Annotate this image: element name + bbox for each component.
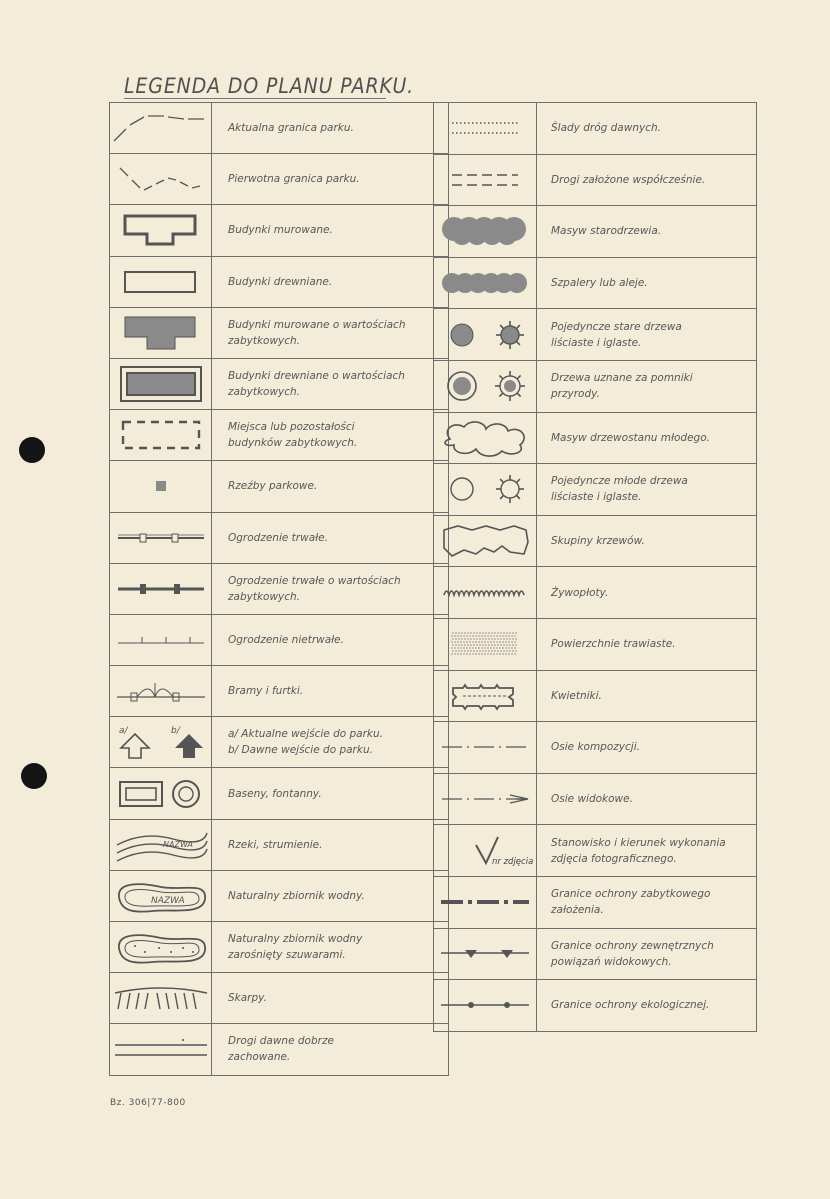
legend-label-line: liściaste i iglaste. — [551, 491, 642, 504]
legend-symbol-heritage-protection — [434, 876, 537, 928]
legend-label — [212, 307, 449, 358]
legend-label-line: Skarpy. — [228, 992, 267, 1005]
legend-row-overgrown-pond — [110, 922, 449, 973]
legend-label — [537, 103, 757, 155]
page-title: LEGENDA DO PLANU PARKU. — [124, 74, 415, 98]
legend-label — [212, 614, 449, 665]
punch-hole — [19, 437, 45, 463]
legend-row-composition-axes — [434, 722, 757, 774]
legend-label — [537, 567, 757, 619]
legend-label-line: Rzeźby parkowe. — [228, 480, 318, 493]
legend-label-line: Baseny, fontanny. — [228, 787, 322, 800]
legend-row-old-road-traces — [434, 103, 757, 155]
legend-label — [537, 980, 757, 1032]
legend-label-line: Pierwotna granica parku. — [228, 173, 360, 186]
legend-label-line: zabytkowych. — [228, 386, 301, 399]
legend-label-line: Bramy i furtki. — [228, 685, 304, 698]
legend-symbol-hedges — [434, 567, 537, 619]
legend-label-line: przyrody. — [551, 388, 600, 401]
legend-label-line: Granice ochrony zewnętrznych — [551, 939, 714, 952]
legend-row-rivers — [110, 819, 449, 870]
legend-label — [212, 768, 449, 819]
legend-symbol-current-boundary — [110, 103, 212, 154]
legend-label-line: Pojedyncze stare drzewa — [551, 320, 682, 333]
legend-label-line: Budynki drewniane o wartościach — [228, 370, 405, 383]
legend-label-line: Drogi założone współcześnie. — [551, 173, 706, 186]
legend-label-line: Skupiny krzewów. — [551, 535, 645, 548]
legend-label-line: założenia. — [551, 904, 604, 917]
legend-label-line: Powierzchnie trawiaste. — [551, 638, 676, 651]
legend-label-line: Masyw drzewostanu młodego. — [551, 431, 710, 444]
legend-symbol-flower-beds — [434, 670, 537, 722]
legend-label — [537, 412, 757, 464]
legend-label — [537, 464, 757, 516]
legend-label-line: Ślady dróg dawnych. — [551, 122, 661, 135]
legend-symbol-overgrown-pond — [110, 922, 212, 973]
legend-row-hedges — [434, 567, 757, 619]
legend-label-line: zarośnięty szuwarami. — [228, 949, 346, 962]
legend-row-entrances — [110, 717, 449, 768]
legend-label-line: Szpalery lub aleje. — [551, 277, 648, 290]
legend-label-line: Stanowisko i kierunek wykonania — [551, 836, 726, 849]
legend-label-line: Masyw starodrzewia. — [551, 225, 662, 238]
legend-label — [212, 512, 449, 563]
legend-symbol-photo-position — [434, 825, 537, 877]
legend-symbol-brick-building — [110, 205, 212, 256]
legend-label-line: Pojedyncze młode drzewa — [551, 475, 688, 488]
legend-label — [537, 928, 757, 980]
legend-symbol-view-protection — [434, 928, 537, 980]
legend-label — [537, 257, 757, 309]
legend-label-line: Budynki murowane. — [228, 224, 333, 237]
legend-symbol-escarpments — [110, 973, 212, 1024]
legend-row-photo-position — [434, 825, 757, 877]
legend-row-brick-building — [110, 205, 449, 256]
entrance-letter-a: a/ — [118, 726, 128, 737]
legend-symbol-shrub-groups — [434, 515, 537, 567]
legend-symbol-historic-fence — [110, 563, 212, 614]
legend-symbol-old-roads — [110, 1024, 212, 1075]
legend-symbol-gates — [110, 666, 212, 717]
legend-row-temporary-fence — [110, 614, 449, 665]
legend-symbol-entrances — [110, 717, 212, 768]
legend-label-line: Naturalny zbiornik wodny — [228, 933, 363, 946]
legend-row-original-boundary — [110, 154, 449, 205]
legend-row-modern-roads — [434, 154, 757, 206]
legend-row-old-single-trees — [434, 309, 757, 361]
legend-symbol-permanent-fence — [110, 512, 212, 563]
legend-symbol-sculpture — [110, 461, 212, 512]
legend-label-line: zabytkowych. — [228, 590, 301, 603]
legend-label — [537, 722, 757, 774]
legend-row-grass-areas — [434, 618, 757, 670]
legend-label — [212, 870, 449, 921]
legend-row-pools — [110, 768, 449, 819]
legend-symbol-tree-rows — [434, 257, 537, 309]
legend-label-line: Naturalny zbiornik wodny. — [228, 889, 365, 902]
legend-symbol-ecological-protection — [434, 980, 537, 1032]
legend-label-line: Miejsca lub pozostałości — [228, 421, 355, 434]
legend-row-historic-wooden-building — [110, 358, 449, 409]
legend-label — [537, 618, 757, 670]
legend-row-ecological-protection — [434, 980, 757, 1032]
legend-row-historic-brick-building — [110, 307, 449, 358]
legend-row-escarpments — [110, 973, 449, 1024]
legend-label — [537, 825, 757, 877]
legend-label — [212, 973, 449, 1024]
legend-row-tree-rows — [434, 257, 757, 309]
legend-label-line: Budynki drewniane. — [228, 275, 333, 288]
legend-symbol-grass-areas — [434, 618, 537, 670]
legend-label-line: budynków zabytkowych. — [228, 437, 358, 450]
legend-label-line: a/ Aktualne wejście do parku. — [228, 728, 383, 741]
legend-row-heritage-protection — [434, 876, 757, 928]
legend-label-line: Ogrodzenie nietrwałe. — [228, 633, 344, 646]
legend-row-natural-monuments — [434, 360, 757, 412]
legend-row-view-axes — [434, 773, 757, 825]
legend-label — [212, 563, 449, 614]
photo-number-label: nr zdjęcia — [492, 856, 534, 867]
legend-label — [212, 410, 449, 461]
footer-code: Bz. 306|77-800 — [110, 1098, 186, 1108]
legend-symbol-young-stand-mass — [434, 412, 537, 464]
legend-row-shrub-groups — [434, 515, 757, 567]
title-underline — [124, 98, 386, 99]
legend-symbol-old-tree-mass — [434, 206, 537, 258]
legend-label-line: zabytkowych. — [228, 334, 301, 347]
legend-symbol-temporary-fence — [110, 614, 212, 665]
river-name-sign: NAZWA — [162, 839, 193, 849]
legend-symbol-composition-axes — [434, 722, 537, 774]
legend-label — [212, 1024, 449, 1075]
legend-label — [212, 154, 449, 205]
legend-row-current-boundary — [110, 103, 449, 154]
legend-label — [212, 358, 449, 409]
legend-label-line: Aktualna granica parku. — [228, 122, 354, 135]
legend-label — [537, 360, 757, 412]
legend-row-old-tree-mass — [434, 206, 757, 258]
legend-label-line: Granice ochrony zabytkowego — [551, 888, 711, 901]
legend-label-line: Ogrodzenie trwałe o wartościach — [228, 574, 401, 587]
legend-symbol-young-single-trees — [434, 464, 537, 516]
legend-label-line: Kwietniki. — [551, 689, 602, 702]
legend-row-building-remains — [110, 410, 449, 461]
legend-label — [537, 206, 757, 258]
legend-label — [537, 876, 757, 928]
legend-symbol-rivers — [110, 819, 212, 870]
legend-row-view-protection — [434, 928, 757, 980]
legend-label-line: zachowane. — [228, 1051, 291, 1064]
legend-label — [212, 922, 449, 973]
legend-row-young-single-trees — [434, 464, 757, 516]
legend-table-left — [109, 102, 449, 1076]
legend-label-line: zdjęcia fotograficznego. — [551, 852, 677, 865]
legend-row-permanent-fence — [110, 512, 449, 563]
legend-label — [537, 773, 757, 825]
legend-symbol-wooden-building — [110, 256, 212, 307]
legend-label-line: Osie widokowe. — [551, 793, 633, 806]
legend-label — [212, 666, 449, 717]
legend-label — [537, 670, 757, 722]
legend-symbol-view-axes — [434, 773, 537, 825]
legend-row-gates — [110, 666, 449, 717]
legend-symbol-original-boundary — [110, 154, 212, 205]
legend-label-line: Rzeki, strumienie. — [228, 838, 323, 851]
legend-row-old-roads — [110, 1024, 449, 1075]
legend-row-historic-fence — [110, 563, 449, 614]
legend-symbol-natural-pond — [110, 870, 212, 921]
legend-label-line: Osie kompozycji. — [551, 741, 640, 754]
legend-label — [212, 103, 449, 154]
legend-label — [212, 205, 449, 256]
legend-label — [537, 309, 757, 361]
legend-symbol-natural-monuments — [434, 360, 537, 412]
legend-label — [537, 515, 757, 567]
pond-name-sign: NAZWA — [150, 895, 185, 906]
legend-label — [537, 154, 757, 206]
legend-label-line: powiązań widokowych. — [551, 955, 672, 968]
legend-row-flower-beds — [434, 670, 757, 722]
legend-symbol-building-remains — [110, 410, 212, 461]
legend-symbol-old-single-trees — [434, 309, 537, 361]
legend-label-line: b/ Dawne wejście do parku. — [228, 744, 373, 757]
legend-label-line: Granice ochrony ekologicznej. — [551, 999, 710, 1012]
legend-row-wooden-building — [110, 256, 449, 307]
legend-row-sculpture — [110, 461, 449, 512]
legend-table-right — [433, 102, 757, 1032]
legend-label — [212, 819, 449, 870]
legend-label-line: Żywopłoty. — [551, 586, 609, 599]
legend-symbol-old-road-traces — [434, 103, 537, 155]
entrance-letter-b: b/ — [170, 726, 180, 737]
legend-label-line: Ogrodzenie trwałe. — [228, 531, 328, 544]
legend-label — [212, 256, 449, 307]
punch-hole — [21, 763, 47, 789]
legend-label-line: Drogi dawne dobrze — [228, 1035, 334, 1048]
legend-label-line: liściaste i iglaste. — [551, 336, 642, 349]
legend-symbol-pools — [110, 768, 212, 819]
legend-symbol-historic-wooden-building — [110, 358, 212, 409]
legend-label-line: Drzewa uznane za pomniki — [551, 372, 693, 385]
legend-label-line: Budynki murowane o wartościach — [228, 318, 406, 331]
legend-row-young-stand-mass — [434, 412, 757, 464]
legend-symbol-modern-roads — [434, 154, 537, 206]
legend-symbol-historic-brick-building — [110, 307, 212, 358]
legend-row-natural-pond — [110, 870, 449, 921]
legend-label — [212, 461, 449, 512]
legend-label — [212, 717, 449, 768]
